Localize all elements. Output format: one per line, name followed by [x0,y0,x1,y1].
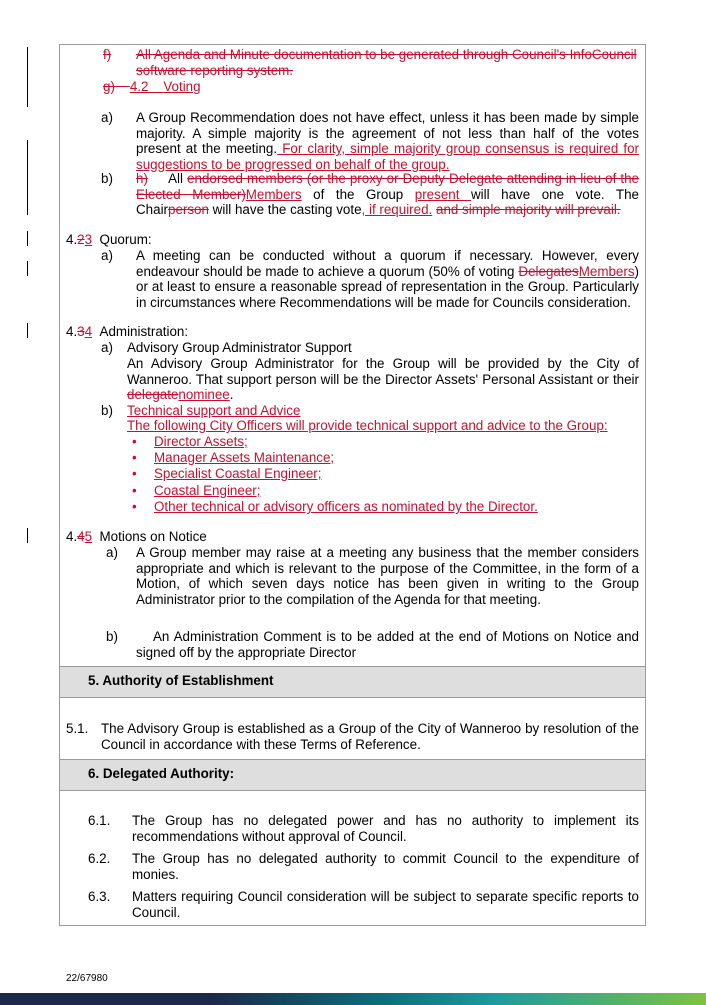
section-6-item-number: 6.3. [88,889,111,904]
quorum-a-text: A meeting can be conducted without a quorum if necessary. However, every endeavour should be made to achieve a quorum (50% of voting DelegatesMembers) or at least to ensure a reasonable spread of representation in the Group. Particularly in circumstances where Recommendations will be made for Councils consideration. [136,248,639,310]
quorum-a-letter: a) [101,248,113,263]
section-6-item-text: The Group has no delegated power and has no authority to implement its recommendations without approval of Council. [132,813,639,844]
list-item: Director Assets; [154,434,248,449]
quorum-heading: 4.23 Quorum: [66,232,152,247]
motions-b-text: An Administration Comment is to be added at the end of Motions on Notice and signed off by the appropriate Director [136,629,639,660]
section-5-1-number: 5.1. [66,721,89,736]
admin-heading: 4.34 Administration: [66,324,189,339]
section-6-header: 6. Delegated Authority: [60,759,645,791]
section-5-header: 5. Authority of Establishment [60,666,645,698]
list-item: Other technical or advisory officers as nominated by the Director. [154,499,538,514]
admin-b-intro: The following City Officers will provide technical support and advice to the Group: [127,418,608,433]
footer-brand-stripe [0,993,706,1005]
voting-a-text: A Group Recommendation does not have effect, unless it has been made by simple majority. A simple majority is the agreement of not less than half of the votes present at the meeting. For clarity, simple majority group consensus is required for suggestions to be progressed on behalf of the group. [136,110,639,172]
item-g-letter: g) [103,79,115,94]
motions-a-text: A Group member may raise at a meeting any business that the member considers appropriate and which is relevant to the purpose of the Committee, in the form of a Motion, of which seven days notice has been given in writing to the Group Administrator prior to the compilation of the Agenda for that meeting. [136,545,639,607]
change-bar [27,528,28,543]
change-bar [27,47,28,107]
list-item: Specialist Coastal Engineer; [154,466,322,481]
voting-a-letter: a) [101,110,113,125]
admin-b-title: Technical support and Advice [127,403,301,418]
voting-heading [103,79,201,95]
motions-b-letter: b) [106,629,118,644]
item-f-text-cont: software reporting system. [136,63,294,78]
admin-a-letter: a) [101,340,113,355]
section-6-item-text: Matters requiring Council consideration will be subject to separate specific reports to Council. [132,889,639,920]
admin-a-title: Advisory Group Administrator Support [127,340,352,355]
change-bar [27,261,28,276]
change-bar [27,231,28,246]
voting-b-letter: b) [101,171,113,186]
change-bar [27,140,28,215]
section-6-item-number: 6.2. [88,851,111,866]
bullet-dot-icon: • [132,450,137,465]
list-item: Coastal Engineer; [154,483,261,498]
bullet-dot-icon: • [132,483,137,498]
voting-title: Voting [163,79,201,94]
voting-b-text: h) All endorsed members (or the proxy or Deputy Delegate attending in lieu of the Elected Member)Members of the Group present will have one vote. The Chairperson will have the casting vote, if required. and simple majority will prevail. [136,171,639,217]
bullet-dot-icon: • [132,466,137,481]
voting-number: 4.2 [129,79,149,94]
section-6-item-text: The Group has no delegated authority to commit Council to the expenditure of monies. [132,851,639,882]
document-reference: 22/67980 [66,973,108,984]
document-page [59,44,646,926]
item-f-text: All Agenda and Minute documentation to be generated through Council's InfoCouncil [136,47,637,62]
admin-a-text: An Advisory Group Administrator for the Group will be provided by the City of Wanneroo. That support person will be the Director Assets' Personal Assistant or their delegatenominee. [127,356,639,402]
section-5-1-text: The Advisory Group is established as a Group of the City of Wanneroo by resolution of the Council in accordance with these Terms of Reference. [101,721,639,752]
admin-b-letter: b) [101,403,113,418]
item-f-letter: f) [103,47,112,62]
bullet-dot-icon: • [132,434,137,449]
list-item: Manager Assets Maintenance; [154,450,335,465]
motions-heading: 4.45 Motions on Notice [66,529,207,544]
bullet-dot-icon: • [132,499,137,514]
change-bar [27,323,28,338]
motions-a-letter: a) [106,545,118,560]
section-6-item-number: 6.1. [88,813,111,828]
